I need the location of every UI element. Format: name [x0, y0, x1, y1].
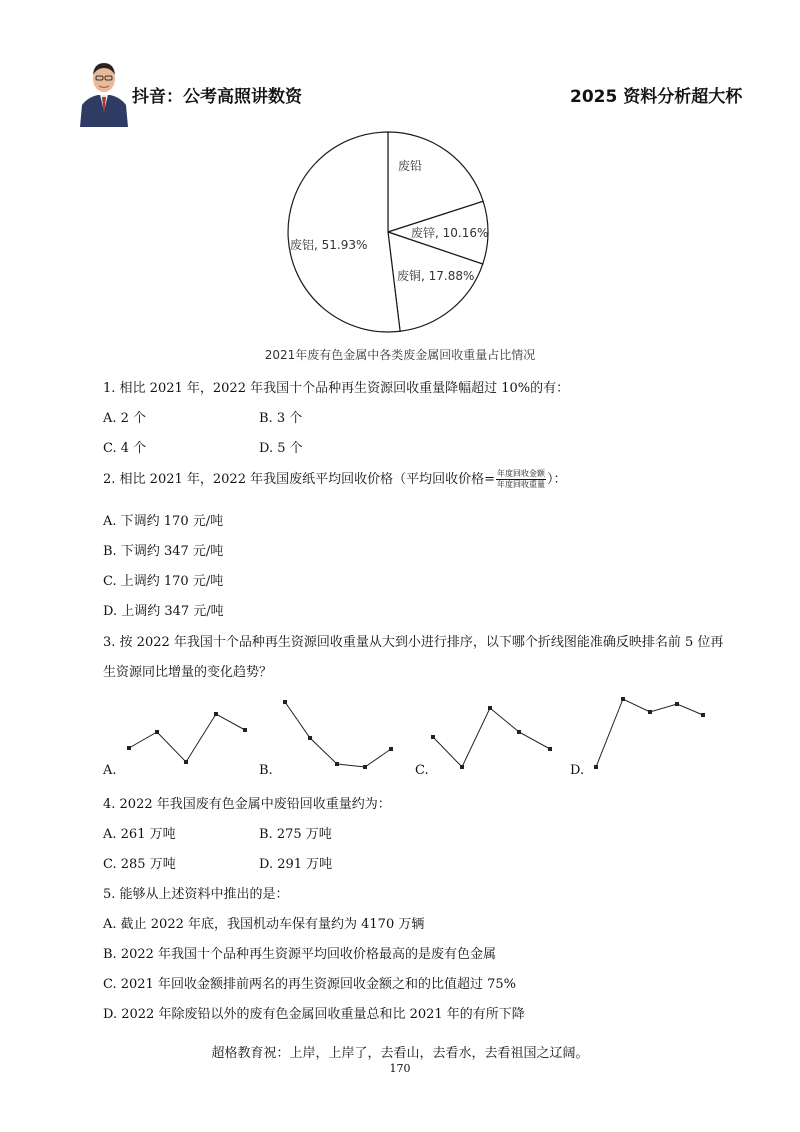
footer-slogan: 超格教育祝：上岸，上岸了，去看山，去看水，去看祖国之辽阔。 [211, 1046, 589, 1061]
header-left-text: 抖音：公考高照讲数资 [132, 87, 302, 107]
pie-label-3: 废铜, 17.88% [397, 269, 475, 283]
page-number: 170 [389, 1062, 411, 1075]
q4-option-d[interactable]: D. 291 万吨 [259, 857, 333, 872]
q5-option-d[interactable]: D. 2022 年除废铅以外的废有色金属回收重量总和比 2021 年的有所下降 [103, 1007, 525, 1022]
q2-option-c[interactable]: C. 上调约 170 元/吨 [103, 574, 224, 589]
fraction-denominator: 年度回收重量 [497, 480, 545, 489]
pie-label-1: 废铅 [398, 159, 423, 173]
q1-option-a[interactable]: A. 2 个 [103, 411, 147, 426]
chart-option-d-label[interactable]: D. [570, 763, 585, 778]
chart-title: 2021年废有色金属中各类废金属回收重量占比情况 [264, 348, 536, 362]
line-chart-c[interactable] [431, 706, 552, 769]
presenter-avatar [78, 55, 130, 127]
fraction-numerator: 年度回收金额 [497, 469, 545, 478]
line-chart-a[interactable] [127, 712, 247, 764]
pie-label-2: 废锌, 10.16% [411, 226, 489, 240]
question-5: 5. 能够从上述资料中推出的是： [103, 887, 289, 902]
q2-option-b[interactable]: B. 下调约 347 元/吨 [103, 544, 224, 559]
q1-option-c[interactable]: C. 4 个 [103, 441, 147, 456]
q4-option-b[interactable]: B. 275 万吨 [259, 827, 332, 842]
question-3-line-1: 3. 按 2022 年我国十个品种再生资源回收重量从大到小进行排序，以下哪个折线图能准确反映排名前 5 位再 [103, 635, 724, 650]
q4-option-a[interactable]: A. 261 万吨 [103, 827, 176, 842]
q1-option-b[interactable]: B. 3 个 [259, 411, 303, 426]
chart-option-c-label[interactable]: C. [415, 763, 429, 778]
chart-option-b-label[interactable]: B. [259, 763, 273, 778]
question-2-text-before: 2. 相比 2021 年，2022 年我国废纸平均回收价格（平均回收价格= [103, 472, 495, 487]
pie-chart [280, 125, 500, 340]
q5-option-c[interactable]: C. 2021 年回收金额排前两名的再生资源回收金额之和的比值超过 75% [103, 977, 516, 992]
question-4: 4. 2022 年我国废有色金属中废铅回收重量约为： [103, 797, 391, 812]
presenter-photo-icon [78, 55, 130, 127]
q2-option-a[interactable]: A. 下调约 170 元/吨 [103, 514, 224, 529]
pie-slice-4 [288, 132, 400, 332]
question-2 [103, 469, 567, 491]
header-right-text: 2025 资料分析超大杯 [570, 87, 743, 107]
question-3-line-2: 生资源同比增量的变化趋势？ [103, 665, 273, 680]
question-1: 1. 相比 2021 年，2022 年我国十个品种再生资源回收重量降幅超过 10%的有： [103, 381, 570, 396]
q2-option-d[interactable]: D. 上调约 347 元/吨 [103, 604, 224, 619]
pie-label-4: 废铝, 51.93% [290, 238, 368, 252]
chart-option-a-label[interactable]: A. [103, 763, 117, 778]
price-fraction [496, 469, 546, 490]
line-chart-d[interactable] [594, 697, 705, 769]
line-chart-b[interactable] [283, 700, 393, 769]
q5-option-b[interactable]: B. 2022 年我国十个品种再生资源平均回收价格最高的是废有色金属 [103, 947, 497, 962]
q5-option-a[interactable]: A. 截止 2022 年底，我国机动车保有量约为 4170 万辆 [103, 917, 425, 932]
q1-option-d[interactable]: D. 5 个 [259, 441, 303, 456]
question-2-text-after: ）： [547, 472, 567, 487]
q4-option-c[interactable]: C. 285 万吨 [103, 857, 176, 872]
